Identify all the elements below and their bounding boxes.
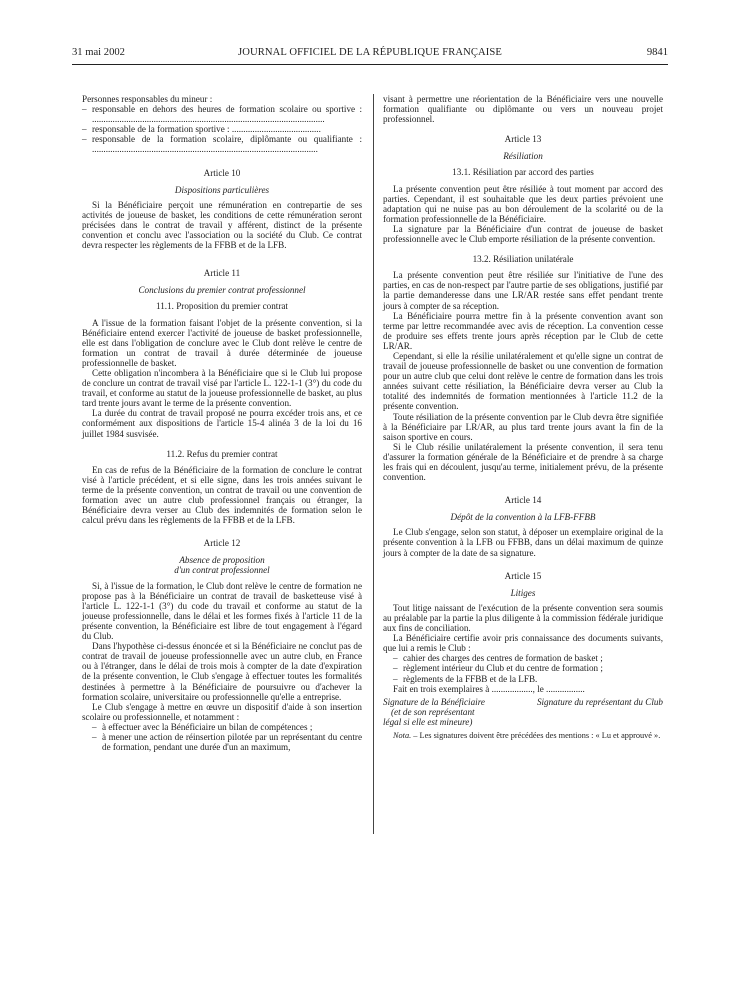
responsible-persons-title: Personnes responsables du mineur :: [82, 94, 213, 104]
paragraph: Le Club s'engage, selon son statut, à déposer un exemplaire original de la présente convention à la LFB ou FFBB, dans un délai maximum de quinze jours à compter de la date de sa signature.: [383, 527, 663, 558]
paragraph: La présente convention peut être résiliée sur l'initiative de l'une des parties, en cas de non-respect par l'autre partie de ses obligations, justifié par la partie demanderesse dans une LR/AR restée sans effet pendant trente jours à compter de sa réception.: [383, 270, 663, 311]
paragraph: Le Club s'engage à mettre en œuvre un dispositif d'aide à son insertion scolaire ou professionnelle, et notamment :: [82, 701, 362, 722]
list-item: – à mener une action de réinsertion pilotée par un représentant du centre de formation, pendant une durée d'un an maximum,: [92, 731, 362, 753]
article-15-title: Litiges: [510, 587, 536, 598]
paragraph: Si, à l'issue de la formation, le Club dont relève le centre de formation ne propose pas à la Bénéficiaire un contrat de travail de basketteuse visé à l'article L. 122-1-1 (3°) du code du travail et conforme au statut de la joueuse professionnelle, dans le délai et les formes fixés à l'article 11 de la présente convention, la Bénéficiaire est libre de tout engagement à l'égard du Club.: [82, 580, 362, 642]
paragraph: Si le Club résilie unilatéralement la présente convention, il sera tenu d'assurer la formation générale de la Bénéficiaire et de prendre à sa charge les frais qui en découlent, jusqu'au terme, initialement prévu, de la présente convention.: [383, 441, 663, 483]
section-11-1-heading: 11.1. Proposition du premier contrat: [156, 301, 288, 312]
paragraph: Tout litige naissant de l'exécution de la présente convention sera soumis au préalable par la partie la plus diligente à la commission fédérale juridique aux fins de conciliation.: [383, 602, 663, 634]
header-date: 31 mai 2002: [72, 47, 125, 58]
responsible-persons-list: [82, 104, 362, 154]
right-column: [383, 94, 663, 740]
list-item: – responsable en dehors des heures de formation scolaire ou sportive : ......................................................................................................: [82, 104, 362, 125]
paragraph: Cette obligation n'incombera à la Bénéficiaire que si le Club lui propose de conclure un contrat de travail visé par l'article L. 122-1-1 (3°) du code du travail, et conforme au statut de la joueuse professionnelle de basket, au plus tard trente jours avant le terme de la présente convention.: [82, 367, 362, 409]
list-item: – cahier des charges des centres de formation de basket ;: [393, 653, 603, 664]
journal-title: JOURNAL OFFICIEL DE LA RÉPUBLIQUE FRANÇAISE: [238, 47, 502, 58]
paragraph: La Bénéficiaire certifie avoir pris connaissance des documents suivants, que lui a remis le Club :: [383, 633, 663, 654]
left-column: [82, 94, 362, 752]
column-divider: [373, 94, 374, 834]
section-13-1-heading: 13.1. Résiliation par accord des parties: [452, 167, 594, 178]
paragraph: La Bénéficiaire pourra mettre fin à la présente convention avant son terme par lettre recommandée avec avis de réception. La convention cesse de produire ses effets trente jours après réception par le Club de cette LR/AR.: [383, 310, 663, 351]
paragraph: Cependant, si elle la résilie unilatéralement et qu'elle signe un contrat de travail de joueuse professionnelle de basket ou une convention de formation pour un autre club que celui dont relève le centre de formation dans les trois années suivant cette résiliation, la Bénéficiaire devra verser au Club la totalité des indemnités de formation mentionnées à l'article 11.2 de la présente convention.: [383, 350, 663, 412]
article-11-title: Conclusions du premier contrat professionnel: [138, 285, 306, 296]
beneficiary-signature-label: Signature de la Bénéficiaire (et de son représentant légal si elle est mineure): [383, 696, 485, 727]
club-representative-signature-label: Signature du représentant du Club: [536, 696, 663, 707]
signature-block: [383, 697, 663, 731]
paragraph: Si la Bénéficiaire perçoit une rémunération en contrepartie de ses activités de joueuse de basket, les conditions de cette rémunération seront précisées dans le contrat de travail y afférent, distinct de la présente convention et conclu avec l'association ou la société du Club. Ce contrat devra respecter les règlements de la FFBB et de la LFB.: [82, 199, 362, 251]
article-11-heading: Article 11: [203, 268, 241, 279]
page-number: 9841: [646, 47, 668, 58]
section-11-2-heading: 11.2. Refus du premier contrat: [166, 448, 278, 459]
paragraph: La durée du contrat de travail proposé ne pourra excéder trois ans, et ce conformément aux dispositions de l'article 15-4 alinéa 3 de la loi du 16 juillet 1984 susvisée.: [82, 408, 362, 439]
article-13-heading: Article 13: [504, 134, 542, 145]
article-10-title: Dispositions particulières: [174, 184, 270, 195]
list-item: – à effectuer avec la Bénéficiaire un bilan de compétences ;: [92, 721, 313, 732]
paragraph: Toute résiliation de la présente convention par le Club devra être signifiée à la Bénéficiaire par LR/AR, au plus tard trente jours avant la fin de la saison sportive en cours.: [383, 411, 663, 442]
section-13-2-heading: 13.2. Résiliation unilatérale: [472, 254, 574, 265]
insertion-measures-list: [82, 722, 362, 752]
article-14-heading: Article 14: [504, 495, 542, 506]
paragraph: La signature par la Bénéficiaire d'un contrat de joueuse de basket professionnelle avec le Club emporte résiliation de la présente convention.: [383, 223, 663, 245]
list-item: – règlements de la FFBB et de la LFB.: [393, 673, 538, 684]
list-item: – responsable de la formation sportive : .......................................: [82, 124, 321, 135]
header-rule: [72, 64, 668, 65]
article-15-heading: Article 15: [504, 570, 542, 581]
paragraph: A l'issue de la formation faisant l'objet de la présente convention, si la Bénéficiaire entend exercer l'activité de joueuse de basket professionnelle, elle est dans l'obligation de conclure avec le Club dont relève le centre de formation un contrat de travail à durée déterminée de joueuse professionnelle de basket.: [82, 317, 362, 368]
paragraph: Dans l'hypothèse ci-dessus énoncée et si la Bénéficiaire ne conclut pas de contrat de travail de joueuse professionnelle avec un autre club, en France ou à l'étranger, dans le délai de trois mois à compter de la date d'expiration de la présente convention, le Club s'engage à effectuer toutes les formalités destinées à permettre à la Bénéficiaire de poursuivre ou d'achever la formation scolaire, universitaire ou professionnelle qu'elle a entreprise.: [82, 641, 362, 702]
list-item: – responsable de la formation scolaire, diplômante ou qualifiante : ...................................................................................................: [82, 134, 362, 155]
list-item: – règlement intérieur du Club et du centre de formation ;: [393, 663, 603, 674]
article-14-title: Dépôt de la convention à la LFB-FFBB: [450, 512, 596, 523]
article-12-title-line1: Absence de proposition: [179, 555, 265, 566]
paragraph: visant à permettre une réorientation de la Bénéficiaire vers une nouvelle formation qualifiante ou diplômante ou vers un nouveau projet professionnel.: [383, 94, 663, 125]
article-12-heading: Article 12: [203, 538, 241, 549]
paragraph: En cas de refus de la Bénéficiaire de la formation de conclure le contrat visé à l'article précédent, et si elle signe, dans les trois années suivant le terme de la présente convention, un contrat de travail ou une convention de formation avec un autre club professionnel français ou étranger, la Bénéficiaire devra verser au Club des indemnités de formation selon le calcul prévu dans les règlements de la FFBB et de la LFB.: [82, 464, 362, 526]
article-10-heading: Article 10: [203, 167, 241, 178]
article-12-title-line2: d'un contrat professionnel: [174, 565, 270, 576]
signature-note: Nota. – Les signatures doivent être précédées des mentions : « Lu et approuvé ».: [393, 730, 661, 740]
documents-list: [383, 653, 663, 683]
page-header: [72, 46, 668, 60]
article-13-title: Résiliation: [503, 151, 543, 162]
paragraph: La présente convention peut être résiliée à tout moment par accord des parties. Cependant, il est souhaitable que les deux parties prévoient une adaptation qui ne nuise pas au bon déroulement de la scolarité ou de la formation professionnelle de la Bénéficiaire.: [383, 183, 663, 224]
signature-place-date-line: Fait en trois exemplaires à .................., le .................: [393, 683, 585, 694]
